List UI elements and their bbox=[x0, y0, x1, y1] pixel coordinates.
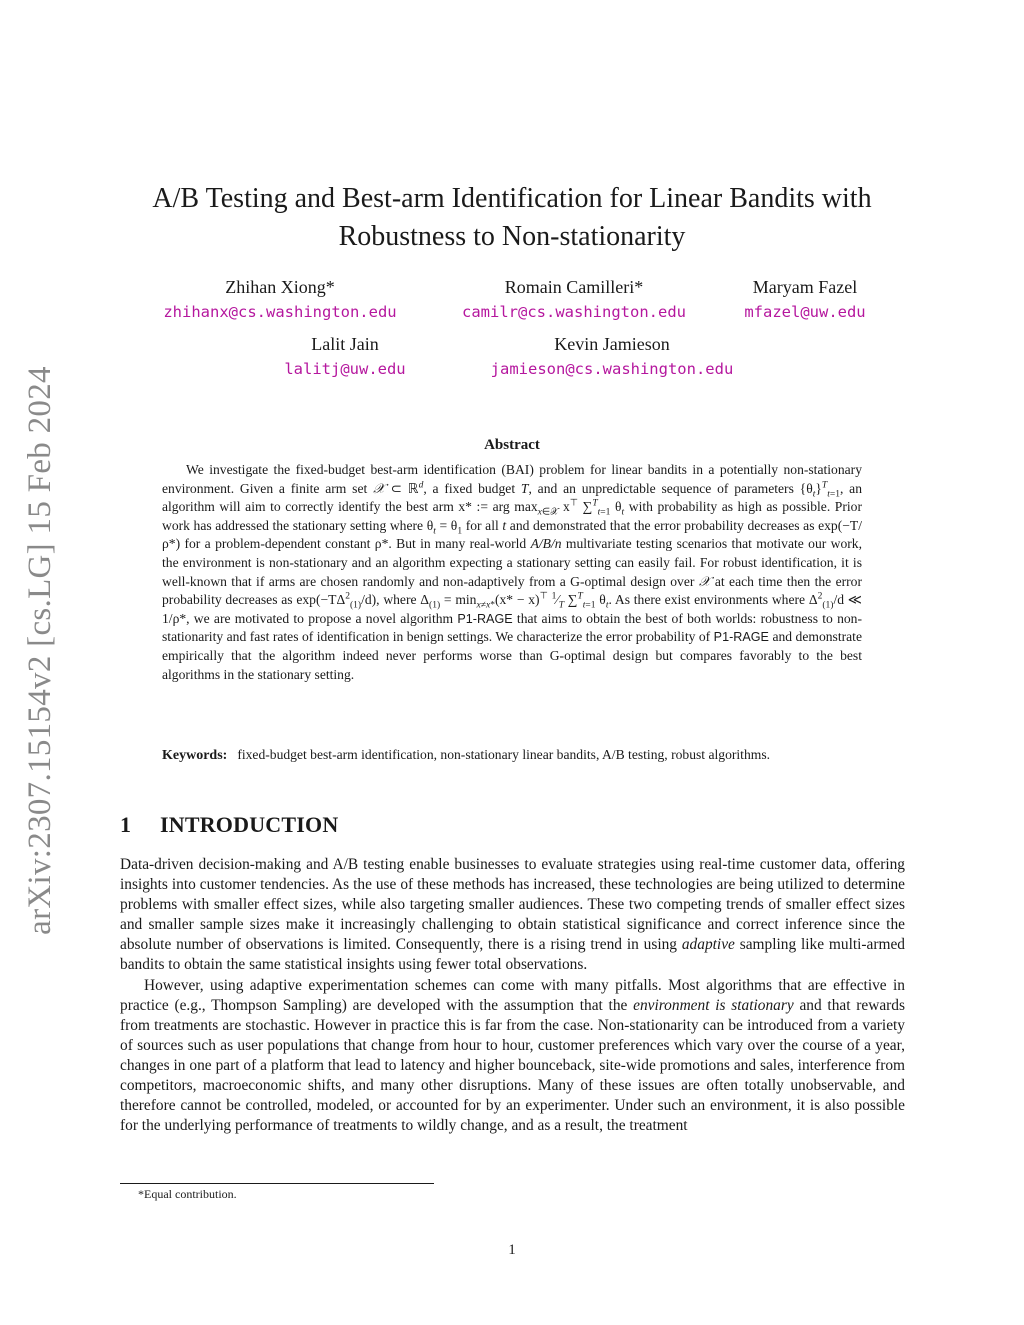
author-name: Zhihan Xiong* bbox=[225, 277, 335, 297]
author-email[interactable]: jamieson@cs.washington.edu bbox=[490, 360, 734, 378]
author-email[interactable]: lalitj@uw.edu bbox=[284, 360, 406, 378]
abstract-heading: Abstract bbox=[484, 437, 540, 453]
arxiv-id: arXiv:2307.15154v2 [cs.LG] 15 Feb 2024 bbox=[21, 365, 58, 935]
footnote: *Equal contribution. bbox=[138, 1187, 237, 1201]
intro-paragraph-1: Data-driven decision-making and A/B testing enable businesses to evaluate strategies using real-time customer data, offering insights into customer tendencies. As the use of these methods has increased, these technologies are being utilized to determine problems with smaller effect sizes, while also targeting smaller audiences. These two competing trends of smaller effect sizes and smaller sample sizes make it increasingly challenging to obtain statistical significance and correct inference since the absolute number of observations is limited. Consequently, there is a rising trend in using adaptive sampling like multi-armed bandits to obtain the same statistical insights using fewer total observations. bbox=[120, 856, 905, 974]
keywords bbox=[162, 746, 862, 766]
algorithm-name: P1-RAGE bbox=[457, 611, 513, 626]
author-name: Lalit Jain bbox=[311, 334, 379, 354]
footnote-divider bbox=[120, 1183, 434, 1184]
title-line-2: Robustness to Non-stationarity bbox=[338, 221, 686, 252]
section-heading bbox=[120, 812, 338, 838]
author-email[interactable]: camilr@cs.washington.edu bbox=[462, 303, 686, 321]
keywords-text: fixed-budget best-arm identification, non-stationary linear bandits, A/B testing, robust algorithms. bbox=[237, 747, 771, 762]
author-block-4 bbox=[270, 333, 420, 380]
author-block-1 bbox=[150, 276, 410, 323]
keywords-label: Keywords: bbox=[162, 748, 228, 763]
title-line-1: A/B Testing and Best-arm Identification for Linear Bandits with bbox=[152, 183, 872, 214]
abstract-body: We investigate the fixed-budget best-arm identification (BAI) problem for linear bandits in a potentially non-stationary environment. Given a finite arm set 𝒳 ⊂ ℝ$^d$, a fixed budget T, and an unpredictable sequence of parameters $\{\theta_t\}^T_{t=1}$, an algorithm will aim to correctly identify the best arm x* := arg $\max_{x\in 𝒳} x^⊤$ ∑$^T_{t=1}$ $\theta_t$ with probability as high as possible. Prior work has addressed the stationary setting where $\theta_t = \theta_1$ for all t and demonstrated that the error probability decreases as exp(−T/ρ*) for a problem-dependent constant ρ*. But in many real-world A/B/n multivariate testing scenarios that motivate our work, the environment is non-stationary and an algorithm expecting a stationary setting can easily fail. For robust identification, it is well-known that if arms are chosen randomly and non-adaptively from a G-optimal design over 𝒳 at each time then the error probability decreases as $\exp(-T\Delta^2_{(1)}/d)$, where $\Delta_{(1)} = \min_{x\ne x*}(x* - x)^⊤$ $^1⁄_T$ ∑$^T_{t=1}$ $\theta_t$. As there exist environments where $\Delta^2_{(1)}/d$ ≪ 1/ρ*, we are motivated to propose a novel algorithm P1-RAGE that aims to obtain the best of both worlds: robustness to non-stationarity and fast rates of identification in benign settings. We characterize the error probability of P1-RAGE and demonstrate empirically that the algorithm indeed never performs worse than G-optimal design but compares favorably to the best algorithms in the stationary setting. bbox=[162, 462, 863, 682]
author-name: Kevin Jamieson bbox=[554, 334, 670, 354]
author-block-3 bbox=[730, 276, 880, 323]
paper-title bbox=[100, 180, 924, 256]
author-block-5 bbox=[470, 333, 754, 380]
author-email[interactable]: mfazel@uw.edu bbox=[744, 303, 866, 321]
author-name: Maryam Fazel bbox=[752, 277, 858, 297]
intro-paragraph-2: However, using adaptive experimentation schemes can come with many pitfalls. Most algorithms that are effective in practice (e.g., Thompson Sampling) are developed with the assumption that the environment is stationary and that rewards from treatments are stochastic. However in practice this is far from the case. Non-stationarity can be introduced from a variety of sources such as user populations that change from hour to hour, customer preferences which vary over the course of a year, changes in one part of a platform that lead to latency and higher bounceback, site-wide promotions and sales, interference from competitors, macroeconomic shifts, and many other disruptions. Many of these issues are often totally unobservable, and therefore cannot be controlled, modeled, or accounted for by an experimenter. Under such an environment, it is also possible for the underlying performance of treatments to wildly change, and as a result, the treatment bbox=[120, 976, 905, 1135]
author-name: Romain Camilleri* bbox=[504, 277, 644, 297]
section-number: 1 bbox=[120, 812, 132, 837]
author-email[interactable]: zhihanx@cs.washington.edu bbox=[163, 303, 397, 321]
introduction-body bbox=[120, 855, 905, 1136]
author-block-2 bbox=[440, 276, 708, 323]
page-number: 1 bbox=[508, 1242, 516, 1258]
algorithm-name: P1-RAGE bbox=[713, 630, 769, 645]
section-title: INTRODUCTION bbox=[160, 812, 339, 837]
